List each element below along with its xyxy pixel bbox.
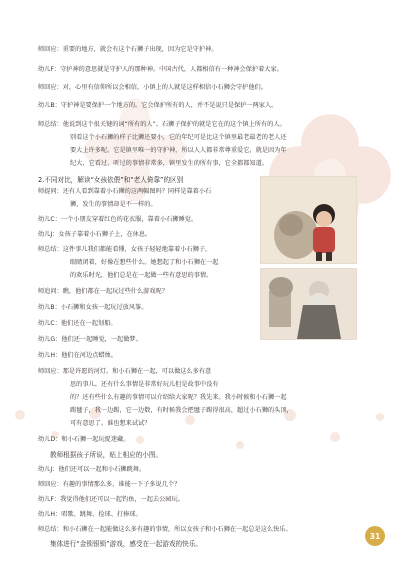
text-line: 幼儿C：一个小朋友穿着红色的花衣服，靠着小石狮睡觉。 — [38, 216, 198, 223]
text-line: 师总结：和小石狮在一起能做这么多有趣的事情，所以女孩子和小石狮在一起总是这么快乐。 — [38, 526, 292, 533]
text-line: 眼睛闭着，好像在想些什么。她想起了和小石狮在一起 — [70, 259, 219, 266]
text-line: 幼儿F：我觉得他们还可以一起钓鱼，一起去公园玩。 — [38, 496, 184, 503]
text-line: 的？还有些什么有趣的事情可以介绍给大家呢？我先来。我小时候和小石狮一起 — [70, 394, 287, 401]
text-line: 幼儿D：和小石狮一起玩捉迷藏。 — [38, 436, 130, 443]
text-line: 师提问：还有人看到靠着小石狮的这两幅图吗？同样是靠着小石 — [38, 188, 212, 195]
text-line: 师总结：他说到这个很关键的词“所有的人”。石狮子保护的就是它在的这个镇上所有的人。 — [38, 121, 286, 128]
activity-note: 集体进行“金锁银锁”游戏，感受在一起游戏的快乐。 — [50, 540, 202, 548]
text-line: 幼儿J：女孩子靠着小石狮子上，在休息。 — [38, 231, 152, 238]
text-line: 幼儿G：他们还一起睡觉，一起做梦。 — [38, 336, 142, 343]
text-line: 幼儿F：守护神的意思就是守护人的那种神。中国古代，人都相信有一种神会保护着大家。 — [38, 66, 283, 73]
text-line: 师回应：那是许愿的河灯。和小石狮在一起，可以做这么多有意 — [38, 368, 212, 375]
text-line: 师回应：对，心里有信仰所以会相信，小镇上的人就是这样相信小石狮会守护他们。 — [38, 84, 267, 91]
text-line: 幼儿H：他们在河边点蜡烛。 — [38, 352, 117, 359]
text-line: 要大上许多呢。它是镇里唯一的守护神，所以人人都非常尊重爱它，就是因为年 — [70, 147, 287, 154]
text-line: 纪大，它看过、听过的事情非常多，镇里发生的所有事，它全都都知道。 — [70, 160, 268, 167]
page-number-badge: 31 — [365, 526, 385, 546]
text-line: 师追问：瞧，他们都在一起玩过些什么游戏呢？ — [38, 288, 168, 295]
text-line: 师回应：有趣的事情那么多，谁能一下子多说几个？ — [38, 481, 181, 488]
text-line: 师回应：重要的地方，就会有这个石狮子出现，因为它是守护神。 — [38, 46, 218, 53]
text-line: 幼儿C：他们还在一起划船。 — [38, 320, 117, 327]
text-line: 幼儿J：他们还可以一起和小石狮跳舞。 — [38, 466, 146, 473]
teacher-note: 教师根据孩子所说，贴上相应的小图。 — [50, 451, 163, 459]
text-line: 可有意思了。谁也想来试试？ — [70, 420, 151, 427]
text-line: 狮，发生的事情却是不一样的。 — [70, 201, 157, 208]
text-line: 幼儿B：小石狮和女孩一起玩过放风筝。 — [38, 304, 148, 311]
text-line: 踢毽子，我一边踢，它一边数，有时候我会把毽子踢得很高，超过小石狮的头顶， — [70, 407, 293, 414]
text-line: 幼儿H：唱歌、跳舞、捡球、打捧球。 — [38, 511, 142, 518]
text-line: 的欢乐时光，他们总是在一起做一些有意思的事情。 — [70, 272, 213, 279]
text-line: 幼儿B：守护神是要保护一个地方的。它会保护所有的人，并不是说只是保护一两家人。 — [38, 102, 278, 109]
text-line: 师总结：这件事儿我们都能看懂，女孩子轻轻地靠着小石狮子， — [38, 246, 212, 253]
text-line: 思的事儿。还有什么事情是非常好玩儿但是故事中没有 — [70, 381, 219, 388]
section-heading: 2.不同对比，解读“女孩依偎”和“老人倚靠”的区别 — [38, 176, 184, 184]
text-line: 别看这个小石狮的样子比狮还要小，它的年纪可是比这个镇里最老最老的老人还 — [70, 134, 287, 141]
